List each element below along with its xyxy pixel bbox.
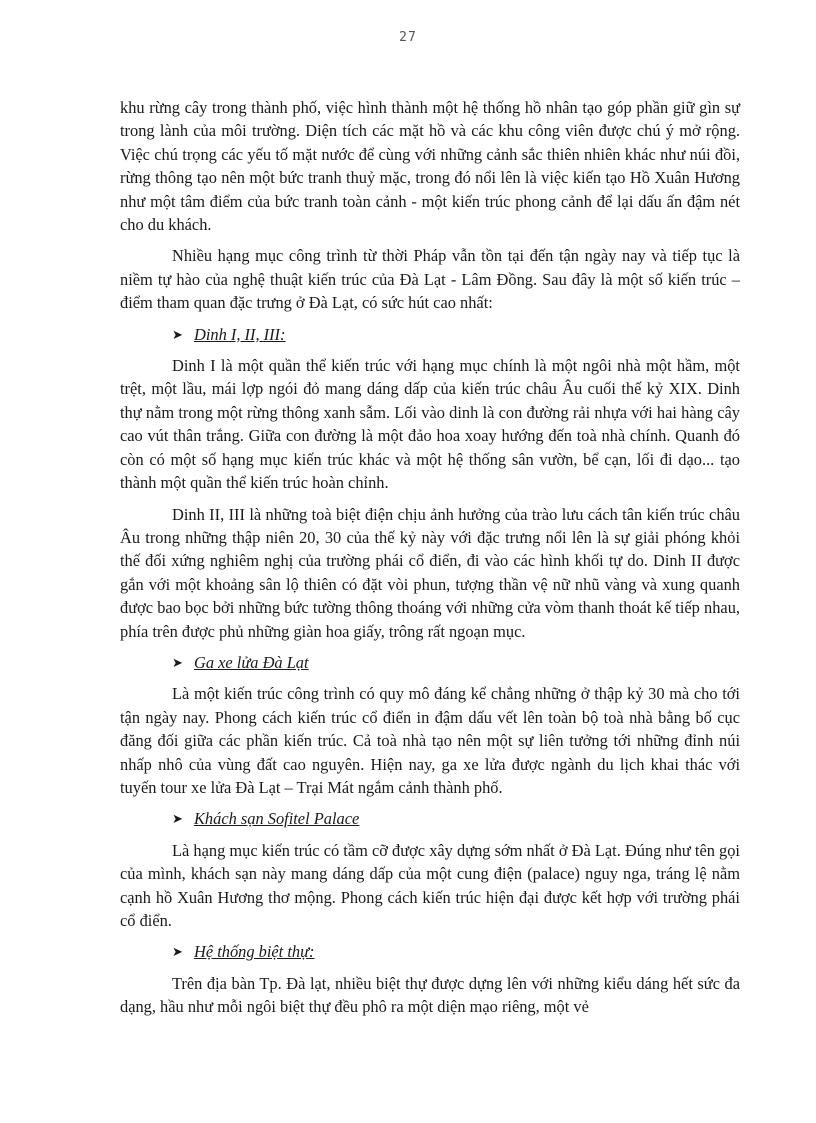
section-heading-text: Dinh I, II, III: <box>194 324 286 344</box>
section-heading-text: Khách sạn Sofitel Palace <box>194 809 360 829</box>
section-heading <box>172 651 740 674</box>
section-heading <box>172 807 740 830</box>
section-heading-text: Ga xe lửa Đà Lạt <box>194 652 309 672</box>
paragraph: khu rừng cây trong thành phố, việc hình thành một hệ thống hồ nhân tạo góp phần giữ gìn sự trong lành của môi trường. Diện tích các mặt hồ và các khu công viên được chú ý mở rộng. Việc chú trọng các yếu tố mặt nước để cùng với những cảnh sắc thiên nhiên khác như núi đồi, rừng thông tạo nên một bức tranh thuỷ mặc, trong đó nổi lên là việc kiến tạo Hồ Xuân Hương như một tâm điểm của bức tranh toàn cảnh - một kiến trúc phong cảnh để lại dấu ấn đậm nét cho du khách. <box>120 98 740 235</box>
page-body <box>120 96 740 1027</box>
paragraph: Dinh II, III là những toà biệt điện chịu ảnh hưởng của trào lưu cách tân kiến trúc châu Âu trong những thập niên 20, 30 của thế kỷ này với đặc trưng nổi lên là sự giải phóng khỏi thế đối xứng nghiêm nghị của trường phái cổ điển, đi vào các hình khối tự do. Dinh II được gắn với một khoảng sân lộ thiên có đặt vòi phun, tượng thần vệ nữ nhũ vàng và xung quanh được bao bọc bởi những bức tường thông thoáng với những cửa vòm thanh thoát kế tiếp nhau, phía trên được phủ những giàn hoa giấy, trông rất ngoạn mục. <box>120 504 740 641</box>
page-number: 27 <box>399 30 417 45</box>
paragraph: Là hạng mục kiến trúc có tầm cỡ được xây dựng sớm nhất ở Đà Lạt. Đúng như tên gọi của mình, khách sạn này mang dáng dấp của một cung điện (palace) nguy nga, tráng lệ nằm cạnh hồ Xuân Hương thơ mộng. Phong cách kiến trúc hiện đại được kết hợp với trường phái cổ điển. <box>120 840 740 930</box>
section-heading <box>172 323 740 346</box>
arrow-bullet-icon: ➤ <box>172 654 183 670</box>
paragraph: Là một kiến trúc công trình có quy mô đáng kể chẳng những ở thập kỷ 30 mà cho tới tận ngày nay. Phong cách kiến trúc cổ điển in đậm dấu vết lên toàn bộ toà nhà bằng bố cục đăng đối giữa các phần kiến trúc. Cả toà nhà tạo nên một sự liên tưởng tới những đỉnh núi nhấp nhô của vùng đất cao nguyên. Hiện nay, ga xe lửa được ngành du lịch khai thác với tuyến tour xe lửa Đà Lạt – Trại Mát ngắm cảnh thành phố. <box>120 684 740 797</box>
paragraph: Nhiều hạng mục công trình từ thời Pháp vẫn tồn tại đến tận ngày nay và tiếp tục là niềm tự hào của nghệ thuật kiến trúc của Đà Lạt - Lâm Đồng. Sau đây là một số kiến trúc – điểm tham quan đặc trưng ở Đà Lạt, có sức hút cao nhất: <box>120 246 740 313</box>
arrow-bullet-icon: ➤ <box>172 944 183 960</box>
section-heading <box>172 940 740 963</box>
paragraph: Trên địa bàn Tp. Đà lạt, nhiều biệt thự được dựng lên với những kiểu dáng hết sức đa dạng, hầu như mỗi ngôi biệt thự đều phô ra một diện mạo riêng, một vẻ <box>120 973 740 1017</box>
paragraph: Dinh I là một quần thể kiến trúc với hạng mục chính là một ngôi nhà một hầm, một trệt, một lầu, mái lợp ngói đỏ mang dáng dấp của kiến trúc châu Âu cuối thế kỷ XIX. Dinh thự nằm trong một rừng thông xanh sẫm. Lối vào dinh là con đường rải nhựa với hai hàng cây cao vút thân trắng. Giữa con đường là một đảo hoa xoay hướng đến toà nhà chính. Quanh đó còn có một số hạng mục kiến trúc khác và một hệ thống sân vườn, bể cạn, lối đi dạo... tạo thành một quần thể kiến trúc hoàn chỉnh. <box>120 356 740 493</box>
arrow-bullet-icon: ➤ <box>172 326 183 342</box>
arrow-bullet-icon: ➤ <box>172 811 183 827</box>
section-heading-text: Hệ thống biệt thự: <box>194 942 315 962</box>
